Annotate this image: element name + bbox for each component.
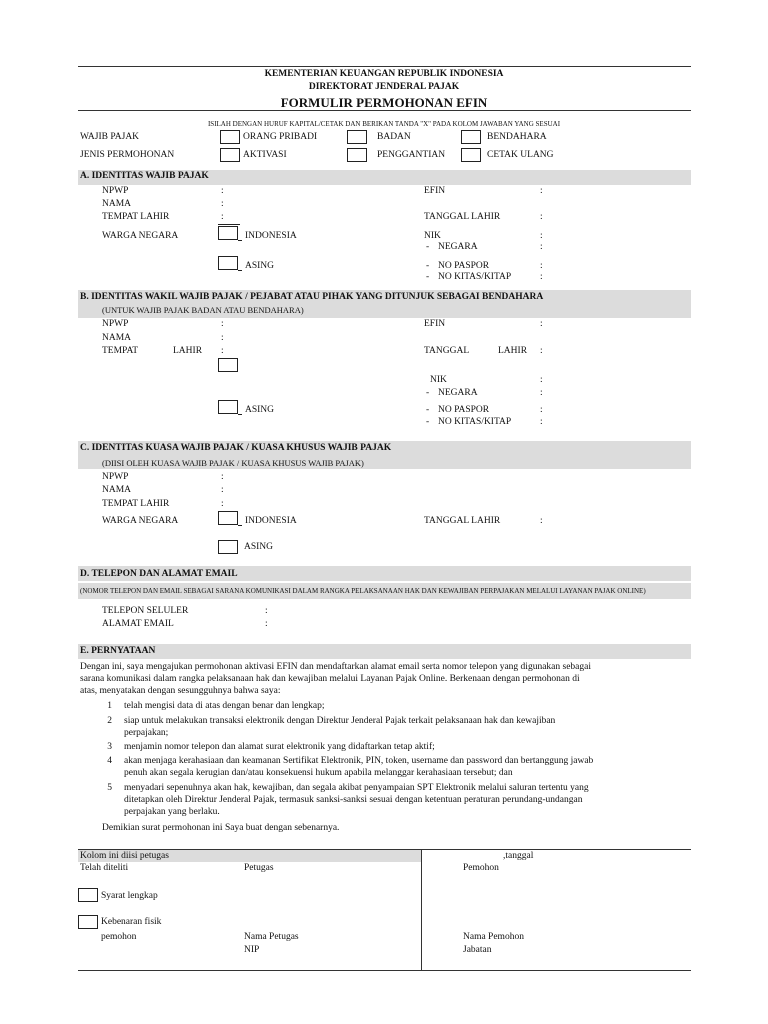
e-item-2-line-2: perpajakan; bbox=[124, 728, 169, 738]
cetak-ulang-label: CETAK ULANG bbox=[487, 150, 554, 160]
b-tanggal-colon: : bbox=[540, 346, 543, 356]
d-telepon-colon: : bbox=[265, 606, 268, 616]
b-efin-colon: : bbox=[540, 319, 543, 329]
a-tanggal-lahir-label: TANGGAL LAHIR bbox=[424, 212, 501, 222]
badan-checkbox[interactable] bbox=[347, 130, 367, 144]
c-asing-checkbox[interactable] bbox=[218, 540, 238, 554]
a-indonesia-underline bbox=[238, 240, 242, 241]
orang-pribadi-checkbox[interactable] bbox=[220, 130, 240, 144]
b-npwp-colon: : bbox=[221, 319, 224, 329]
syarat-lengkap-label: Syarat lengkap bbox=[101, 891, 158, 901]
penggantian-label: PENGGANTIAN bbox=[377, 150, 446, 160]
a-efin-label: EFIN bbox=[424, 186, 446, 196]
e-item-1-number: 1 bbox=[107, 701, 112, 711]
e-item-1-line-1: telah mengisi data di atas dengan benar dan lengkap; bbox=[124, 701, 325, 711]
section-e-title: E. PERNYATAAN bbox=[80, 646, 156, 656]
a-nik-colon: : bbox=[540, 231, 543, 241]
a-npwp-label: NPWP bbox=[102, 186, 129, 196]
e-item-3-line-1: menjamin nomor telepon dan alamat surat elektronik yang didaftarkan tetap aktif; bbox=[124, 742, 435, 752]
footer-nama-petugas: Nama Petugas bbox=[244, 932, 299, 942]
d-telepon-label: TELEPON SELULER bbox=[102, 606, 189, 616]
e-closing: Demikian surat permohonan ini Saya buat dengan sebenarnya. bbox=[102, 823, 340, 833]
b-nama-label: NAMA bbox=[102, 333, 132, 343]
title-rule bbox=[78, 110, 691, 111]
footer-nama-pemohon: Nama Pemohon bbox=[463, 932, 524, 942]
b-nik-label: NIK bbox=[430, 375, 447, 385]
a-efin-colon: : bbox=[540, 186, 543, 196]
b-wn-checkbox[interactable] bbox=[218, 358, 238, 372]
c-tanggal-lahir-colon: : bbox=[540, 516, 543, 526]
e-item-5-line-3: perpajakan yang berlaku. bbox=[124, 807, 220, 817]
b-npwp-label: NPWP bbox=[102, 319, 129, 329]
kebenaran-fisik-label-2: pemohon bbox=[101, 932, 137, 942]
d-email-label: ALAMAT EMAIL bbox=[102, 619, 174, 629]
b-lahir2-label: LAHIR bbox=[498, 346, 528, 356]
e-item-3-number: 3 bbox=[107, 742, 112, 752]
b-tempat-label: TEMPAT bbox=[102, 346, 139, 356]
e-item-4-line-1: akan menjaga kerahasiaan dan keamanan Sertifikat Elektronik, PIN, token, username dan password dan bertanggung jawab bbox=[124, 756, 594, 766]
cetak-ulang-checkbox[interactable] bbox=[461, 148, 481, 162]
e-item-5-line-2: ditetapkan oleh Direktur Jenderal Pajak, termasuk sanksi-sanksi sesuai dengan ketentuan peraturan perundang-undangan bbox=[124, 795, 583, 805]
a-negara-dash: - bbox=[426, 242, 430, 252]
a-negara-colon: : bbox=[540, 242, 543, 252]
section-b-subtitle: (UNTUK WAJIB PAJAK BADAN ATAU BENDAHARA) bbox=[102, 305, 304, 315]
b-tanggal-label: TANGGAL bbox=[424, 346, 470, 356]
footer-nip: NIP bbox=[244, 945, 260, 955]
orang-pribadi-label: ORANG PRIBADI bbox=[243, 132, 318, 142]
a-nama-colon: : bbox=[221, 199, 224, 209]
section-a-title: A. IDENTITAS WAJIB PAJAK bbox=[80, 171, 209, 181]
c-tempat-lahir-colon: : bbox=[221, 499, 224, 509]
c-tempat-lahir-label: TEMPAT LAHIR bbox=[102, 499, 170, 509]
c-indonesia-label: INDONESIA bbox=[245, 516, 297, 526]
b-nama-colon: : bbox=[221, 333, 224, 343]
b-asing-checkbox[interactable] bbox=[218, 400, 238, 414]
b-asing-underline bbox=[238, 414, 242, 415]
a-asing-underline bbox=[238, 270, 242, 271]
a-warga-negara-label: WARGA NEGARA bbox=[102, 231, 179, 241]
footer-petugas: Petugas bbox=[244, 863, 274, 873]
b-asing-label: ASING bbox=[245, 405, 275, 415]
e-item-2-line-1: siap untuk melakukan transaksi elektronik dengan Direktur Jenderal Pajak terkait pelaksanaan hak dan kewajiban bbox=[124, 716, 556, 726]
c-nama-label: NAMA bbox=[102, 485, 132, 495]
c-warga-negara-label: WARGA NEGARA bbox=[102, 516, 179, 526]
footer-kolom-label: Kolom ini diisi petugas bbox=[80, 851, 169, 861]
a-paspor-label: NO PASPOR bbox=[438, 261, 490, 271]
b-negara-dash: - bbox=[426, 388, 430, 398]
e-item-4-line-2: penuh akan segala kerugian dan/atau konsekuensi hukum apabila melanggar kerahasiaan tersebut; dan bbox=[124, 768, 513, 778]
bendahara-checkbox[interactable] bbox=[461, 130, 481, 144]
c-npwp-label: NPWP bbox=[102, 472, 129, 482]
b-paspor-colon: : bbox=[540, 405, 543, 415]
footer-pemohon: Pemohon bbox=[463, 863, 499, 873]
e-intro-line-1: Dengan ini, saya mengajukan permohonan aktivasi EFIN dan mendaftarkan alamat email serta nomor telepon yang digunakan sebagai bbox=[80, 662, 591, 672]
b-nik-colon: : bbox=[540, 375, 543, 385]
b-kitas-label: NO KITAS/KITAP bbox=[438, 417, 512, 427]
wajib-pajak-label: WAJIB PAJAK bbox=[80, 132, 140, 142]
e-item-5-number: 5 bbox=[107, 783, 112, 793]
a-asing-checkbox[interactable] bbox=[218, 256, 238, 270]
b-kitas-dash: - bbox=[426, 417, 430, 427]
footer-tanggal: ,tanggal bbox=[503, 851, 534, 861]
a-nama-label: NAMA bbox=[102, 199, 132, 209]
bendahara-label: BENDAHARA bbox=[487, 132, 547, 142]
e-intro-line-3: atas, menyatakan dengan sesungguhnya bahwa saya: bbox=[80, 686, 281, 696]
aktivasi-label: AKTIVASI bbox=[243, 150, 287, 160]
c-tanggal-lahir-label: TANGGAL LAHIR bbox=[424, 516, 501, 526]
a-indonesia-checkbox[interactable] bbox=[218, 226, 238, 240]
form-title: FORMULIR PERMOHONAN EFIN bbox=[280, 95, 488, 110]
section-b-title: B. IDENTITAS WAKIL WAJIB PAJAK / PEJABAT ATAU PIHAK YANG DITUNJUK SEBAGAI BENDAHARA bbox=[80, 292, 544, 302]
form-instruction: ISILAH DENGAN HURUF KAPITAL/CETAK DAN BERIKAN TANDA "X" PADA KOLOM JAWABAN YANG SESUAI bbox=[207, 120, 561, 128]
c-npwp-colon: : bbox=[221, 472, 224, 482]
a-indonesia-label: INDONESIA bbox=[245, 231, 297, 241]
footer-telah-diteliti: Telah diteliti bbox=[80, 863, 129, 873]
aktivasi-checkbox[interactable] bbox=[220, 148, 240, 162]
c-nama-colon: : bbox=[221, 485, 224, 495]
footer-bottom-rule bbox=[78, 970, 691, 971]
c-asing-label: ASING bbox=[244, 542, 274, 552]
b-lahir-label: LAHIR bbox=[173, 346, 203, 356]
a-npwp-colon: : bbox=[221, 186, 224, 196]
kebenaran-fisik-checkbox[interactable] bbox=[78, 915, 98, 929]
kebenaran-fisik-label: Kebenaran fisik bbox=[101, 917, 162, 927]
a-tanggal-lahir-colon: : bbox=[540, 212, 543, 222]
c-indonesia-underline bbox=[238, 525, 242, 526]
a-negara-label: NEGARA bbox=[438, 242, 478, 252]
top-rule bbox=[78, 66, 691, 67]
a-asing-label: ASING bbox=[245, 261, 275, 271]
a-kitas-colon: : bbox=[540, 272, 543, 282]
b-paspor-dash: - bbox=[426, 405, 430, 415]
b-negara-label: NEGARA bbox=[438, 388, 478, 398]
a-tempat-lahir-colon: : bbox=[221, 212, 224, 222]
e-item-5-line-1: menyadari sepenuhnya akan hak, kewajiban, dan segala akibat penyampaian SPT Elektronik melalui saluran tertentu yang bbox=[124, 783, 589, 793]
syarat-lengkap-checkbox[interactable] bbox=[78, 888, 98, 902]
b-paspor-label: NO PASPOR bbox=[438, 405, 490, 415]
e-intro-line-2: sarana komunikasi dalam rangka pelaksanaan hak dan kewajiban melalui Layanan Pajak Online. Berkenaan dengan permohonan di bbox=[80, 674, 580, 684]
penggantian-checkbox[interactable] bbox=[347, 148, 367, 162]
a-tempat-lahir-underline bbox=[218, 224, 240, 225]
footer-jabatan: Jabatan bbox=[463, 945, 492, 955]
b-efin-label: EFIN bbox=[424, 319, 446, 329]
b-negara-colon: : bbox=[540, 388, 543, 398]
section-c-subtitle: (DIISI OLEH KUASA WAJIB PAJAK / KUASA KHUSUS WAJIB PAJAK) bbox=[102, 458, 364, 468]
jenis-permohonan-label: JENIS PERMOHONAN bbox=[80, 150, 175, 160]
section-e-header bbox=[78, 644, 691, 659]
e-item-4-number: 4 bbox=[107, 756, 112, 766]
section-d-title: D. TELEPON DAN ALAMAT EMAIL bbox=[80, 569, 238, 579]
badan-label: BADAN bbox=[377, 132, 411, 142]
c-indonesia-checkbox[interactable] bbox=[218, 511, 238, 525]
a-paspor-dash: - bbox=[426, 261, 430, 271]
a-kitas-dash: - bbox=[426, 272, 430, 282]
section-c-title: C. IDENTITAS KUASA WAJIB PAJAK / KUASA KHUSUS WAJIB PAJAK bbox=[80, 443, 392, 453]
a-kitas-label: NO KITAS/KITAP bbox=[438, 272, 512, 282]
section-d-note: (NOMOR TELEPON DAN EMAIL SEBAGAI SARANA KOMUNIKASI DALAM RANGKA PELAKSANAAN HAK DAN KEWAJIBAN PERPAJAKAN MELALUI LAYANAN PAJAK ONLINE) bbox=[80, 587, 646, 595]
a-nik-label: NIK bbox=[424, 231, 441, 241]
d-email-colon: : bbox=[265, 619, 268, 629]
a-paspor-colon: : bbox=[540, 261, 543, 271]
footer-divider bbox=[421, 849, 422, 970]
a-tempat-lahir-label: TEMPAT LAHIR bbox=[102, 212, 170, 222]
b-kitas-colon: : bbox=[540, 417, 543, 427]
directorate-name: DIREKTORAT JENDERAL PAJAK bbox=[308, 82, 460, 92]
ministry-name: KEMENTERIAN KEUANGAN REPUBLIK INDONESIA bbox=[264, 69, 504, 79]
b-tempat-colon: : bbox=[221, 346, 224, 356]
e-item-2-number: 2 bbox=[107, 716, 112, 726]
